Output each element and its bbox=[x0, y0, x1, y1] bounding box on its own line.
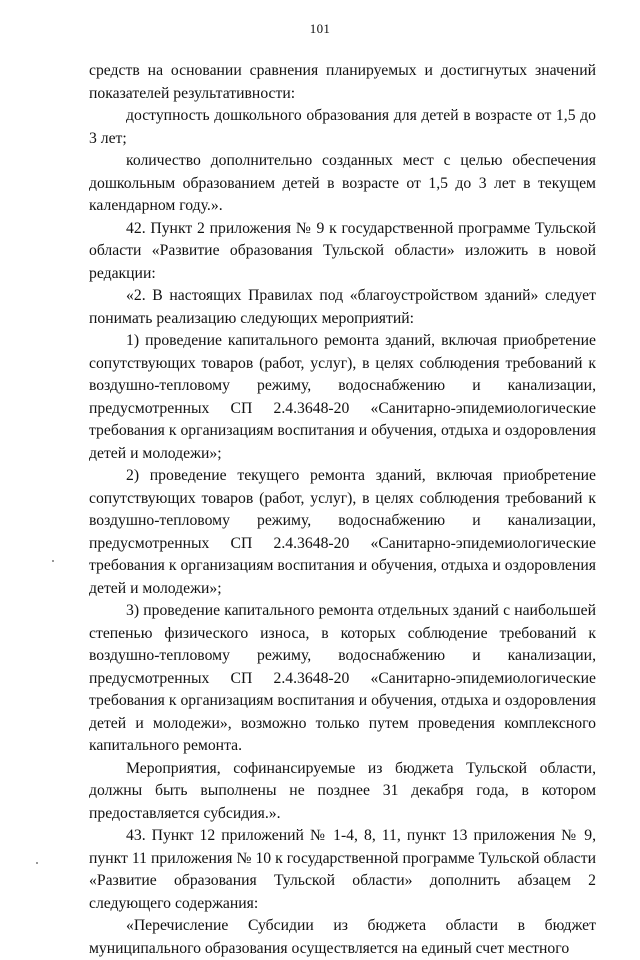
paragraph-indicator-availability: доступность дошкольного образования для детей в возрасте от 1,5 до 3 лет; bbox=[89, 107, 596, 147]
document-body bbox=[89, 60, 596, 960]
paragraph-subsidy-transfer: «Перечисление Субсидии из бюджета области в бюджет муниципального образования осуществляется на единый счет местного bbox=[89, 917, 596, 957]
page-number: 101 bbox=[309, 21, 331, 36]
paragraph-measure-3: 3) проведение капитального ремонта отдельных зданий с наибольшей степенью физического износа, в которых соблюдение требований к воздушно-тепловому режиму, водоснабжению и канализации, предусмотренных СП 2.4.3648-20 «Санитарно-эпидемиологические требования к организациям воспитания и обучения, отдыха и оздоровления детей и молодежи», возможно только путем проведения комплексного капитального ремонта. bbox=[89, 602, 596, 754]
paragraph-continuation: средств на основании сравнения планируемых и достигнутых значений показателей результативности: bbox=[89, 62, 596, 102]
paragraph-item-42: 42. Пункт 2 приложения № 9 к государственной программе Тульской области «Развитие образования Тульской области» изложить в новой редакции: bbox=[89, 219, 596, 282]
paragraph-measure-1: 1) проведение капитального ремонта зданий, включая приобретение сопутствующих товаров (работ, услуг), в целях соблюдения требований к воздушно-тепловому режиму, водоснабжению и канализации, предусмотренных СП 2.4.3648-20 «Санитарно-эпидемиологические требования к организациям воспитания и обучения, отдыха и оздоровления детей и молодежи»; bbox=[89, 332, 596, 462]
scan-artifact bbox=[52, 560, 54, 562]
paragraph-rules-definition: «2. В настоящих Правилах под «благоустройством зданий» следует понимать реализацию следующих мероприятий: bbox=[89, 287, 596, 327]
scan-artifact bbox=[36, 862, 38, 864]
paragraph-item-43: 43. Пункт 12 приложений № 1-4, 8, 11, пункт 13 приложения № 9, пункт 11 приложения № 10 к государственной программе Тульской области «Развитие образования Тульской области» дополнить абзацем 2 следующего содержания: bbox=[89, 827, 596, 912]
paragraph-measure-2: 2) проведение текущего ремонта зданий, включая приобретение сопутствующих товаров (работ, услуг), в целях соблюдения требований к воздушно-тепловому режиму, водоснабжению и канализации, предусмотренных СП 2.4.3648-20 «Санитарно-эпидемиологические требования к организациям воспитания и обучения, отдыха и оздоровления детей и молодежи»; bbox=[89, 467, 596, 597]
paragraph-cofinancing: Мероприятия, софинансируемые из бюджета Тульской области, должны быть выполнены не позднее 31 декабря года, в котором предоставляется субсидия.». bbox=[89, 759, 596, 822]
paragraph-indicator-places: количество дополнительно созданных мест с целью обеспечения дошкольным образованием детей в возрасте от 1,5 до 3 лет в текущем календарном году.». bbox=[89, 152, 596, 214]
